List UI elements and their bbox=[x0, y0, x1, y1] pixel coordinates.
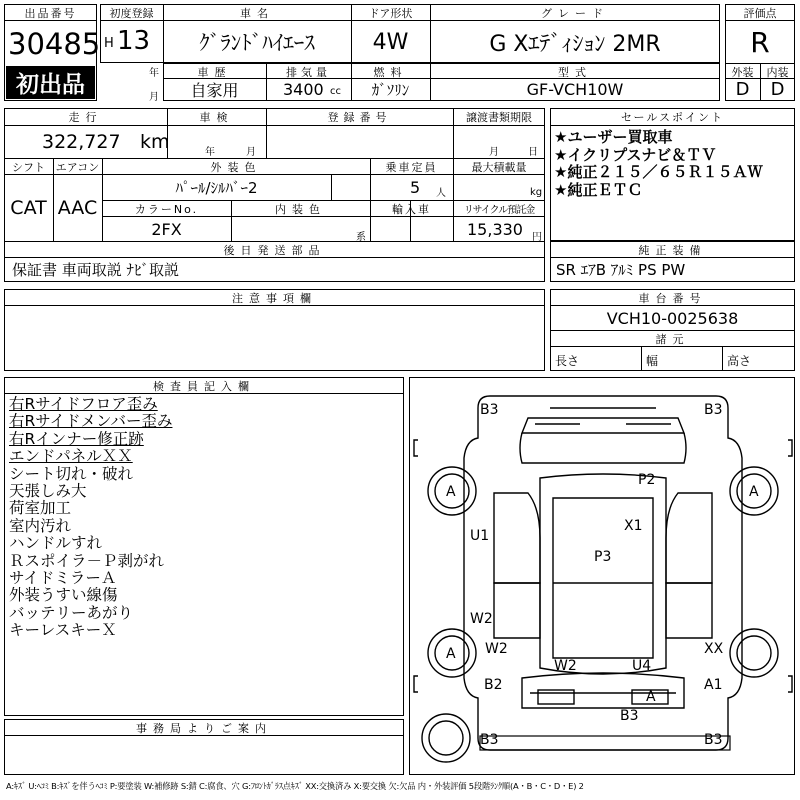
displacement-label: 排気量 bbox=[286, 66, 331, 79]
damage-mark-u1: U1 bbox=[470, 528, 490, 544]
recycle-unit: 円 bbox=[532, 232, 542, 243]
spec-height-label: 高さ bbox=[727, 354, 752, 368]
capacity: 5 bbox=[410, 178, 421, 197]
damage-mark-w2-rear: W2 bbox=[554, 658, 577, 674]
chassis-number: VCH10-0025638 bbox=[606, 308, 739, 328]
car-name: ｸﾞﾗﾝﾄﾞﾊｲｴｰｽ bbox=[199, 31, 315, 55]
car-name-label: 車名 bbox=[240, 7, 274, 20]
inspector-note-line: Ｒスポイラ－Ｐ剥がれ bbox=[9, 551, 165, 570]
sales-point-item: ★純正ＥＴＣ bbox=[554, 180, 643, 199]
mileage: 322,727 bbox=[42, 131, 121, 153]
lot-label: 出品番号 bbox=[24, 7, 77, 20]
damage-mark-w2-rear-left: W2 bbox=[485, 641, 508, 657]
spec-length-label: 長さ bbox=[555, 354, 580, 368]
model-code: GF-VCH10W bbox=[526, 80, 624, 99]
inspector-note-line: 右Rサイドフロア歪み bbox=[9, 395, 158, 413]
damage-mark-wheel-fr: A bbox=[749, 484, 759, 500]
sales-point-item: ★純正２１５／６５Ｒ１５ＡＷ bbox=[554, 163, 763, 181]
exterior-score: D bbox=[735, 79, 750, 100]
color-no-label: カラーNo. bbox=[134, 203, 199, 216]
inspector-label: 検査員記入欄 bbox=[153, 380, 255, 393]
interior-color-unit: 系 bbox=[356, 232, 366, 243]
recycle-label: リサイクル預託金 bbox=[463, 205, 535, 216]
later-parts-label: 後日発送部品 bbox=[223, 244, 326, 257]
first-reg-era: H bbox=[104, 36, 114, 51]
first-reg-year: 13 bbox=[117, 26, 151, 56]
history-label: 車歴 bbox=[197, 66, 232, 79]
damage-mark-a1: A1 bbox=[704, 677, 723, 693]
score-label: 評価点 bbox=[743, 7, 777, 20]
inspector-note-line: ハンドルすれ bbox=[9, 534, 103, 553]
damage-mark-p3: P3 bbox=[594, 549, 612, 565]
sales-points-list bbox=[554, 129, 762, 199]
inspector-notes bbox=[9, 396, 172, 640]
damage-mark-a-rear: A bbox=[646, 689, 656, 705]
first-reg-month-unit: 月 bbox=[149, 92, 159, 103]
inspector-note-line: 右Rサイドメンバー歪み bbox=[9, 412, 173, 431]
damage-mark-tr: B3 bbox=[704, 402, 723, 418]
later-parts: 保証書 車両取説 ﾅﾋﾞ取説 bbox=[12, 261, 180, 279]
inspection-label: 車検 bbox=[199, 111, 234, 124]
sales-point-item: ★ユーザー買取車 bbox=[554, 128, 673, 146]
damage-diagram bbox=[409, 377, 795, 775]
import-label: 輸入車 bbox=[392, 203, 431, 216]
recycle-fee: 15,330 bbox=[467, 219, 523, 239]
exterior-score-label: 外装 bbox=[731, 66, 754, 79]
damage-mark-w2-left: W2 bbox=[470, 611, 493, 627]
equipment: SR ｴｱB ｱﾙﾐ PS PW bbox=[556, 261, 686, 279]
max-load-unit: kg bbox=[530, 187, 543, 198]
inspector-note-line: キーレスキーＸ bbox=[9, 621, 117, 640]
aircon-type: AAC bbox=[57, 197, 98, 219]
grade-label: グレード bbox=[541, 7, 609, 20]
sales-points-label: セールスポイント bbox=[620, 111, 724, 124]
fuel-type: ｶﾞｿﾘﾝ bbox=[371, 81, 410, 99]
shift-label: シフト bbox=[12, 161, 45, 174]
inspector-note-line: 外装うすい線傷 bbox=[9, 586, 118, 605]
first-reg-label: 初度登録 bbox=[109, 7, 154, 20]
door-label: ドア形状 bbox=[368, 7, 413, 20]
damage-mark-b2: B2 bbox=[484, 677, 503, 693]
first-listing-badge: 初出品 bbox=[6, 66, 95, 99]
inspection-year-unit: 年 bbox=[205, 147, 215, 158]
overall-score: R bbox=[750, 25, 770, 59]
mileage-label: 走行 bbox=[68, 111, 103, 124]
specs-label: 諸元 bbox=[655, 333, 690, 346]
inspector-note-line: サイドミラーＡ bbox=[9, 569, 117, 588]
first-reg-year-unit: 年 bbox=[149, 68, 159, 79]
displacement-unit: cc bbox=[330, 86, 341, 97]
car-outline bbox=[410, 378, 796, 776]
spec-width-label: 幅 bbox=[646, 354, 659, 368]
inspector-note-line: エンドパネルＸＸ bbox=[9, 447, 133, 466]
interior-score: D bbox=[770, 79, 785, 100]
inspection-month-unit: 月 bbox=[246, 147, 256, 158]
shift-type: CAT bbox=[10, 197, 47, 219]
damage-mark-wheel-rl: A bbox=[446, 646, 456, 662]
damage-mark-xx: XX bbox=[704, 641, 724, 657]
chassis-label: 車台番号 bbox=[638, 292, 707, 305]
exterior-color-label: 外装色 bbox=[210, 161, 262, 174]
transfer-month-unit: 月 bbox=[489, 147, 499, 158]
inspector-note-line: 荷室加工 bbox=[9, 499, 72, 518]
lot-number: 30485 bbox=[8, 27, 101, 61]
inspector-note-line: 右Rインナー修正跡 bbox=[9, 429, 144, 448]
inspector-note-line: シート切れ・破れ bbox=[9, 464, 134, 483]
capacity-unit: 人 bbox=[436, 188, 446, 199]
equipment-label: 純正装備 bbox=[638, 244, 707, 257]
capacity-label: 乗車定員 bbox=[385, 161, 438, 174]
inspector-note-line: 室内汚れ bbox=[9, 516, 72, 535]
max-load-label: 最大積載量 bbox=[471, 161, 527, 174]
damage-mark-p2: P2 bbox=[638, 472, 656, 488]
damage-mark-wheel-fl: A bbox=[446, 484, 456, 500]
legend: A:ｷｽﾞ U:ﾍｺﾐ B:ｷｽﾞを伴うﾍｺﾐ P:要塗装 W:補修跡 S:錆 C:腐食、穴 G:ﾌﾛﾝﾄｶﾞﾗｽ点ｷｽﾞ XX:交換済み X:要交換 欠:欠品 内・外装評価 5段階ﾗﾝｸ順(A・B・C・D・E) 2 bbox=[6, 781, 584, 791]
vehicle-history: 自家用 bbox=[190, 81, 239, 100]
color-no: 2FX bbox=[151, 219, 182, 239]
registration-label: 登録番号 bbox=[327, 111, 392, 124]
damage-mark-u4: U4 bbox=[632, 658, 652, 674]
transfer-day-unit: 日 bbox=[528, 147, 538, 158]
inspector-note-line: バッテリーあがり bbox=[9, 603, 134, 622]
interior-color-label: 内装色 bbox=[275, 203, 326, 216]
caution-label: 注意事項欄 bbox=[232, 292, 317, 305]
interior-score-label: 内装 bbox=[766, 66, 789, 79]
fuel-label: 燃料 bbox=[373, 66, 408, 79]
office-label: 事務局よりご案内 bbox=[136, 722, 272, 735]
damage-mark-b3-rear: B3 bbox=[620, 708, 639, 724]
aircon-label: エアコン bbox=[55, 161, 100, 174]
damage-mark-br: B3 bbox=[704, 732, 723, 748]
sales-point-item: ★イクリプスナビ＆ＴＶ bbox=[554, 145, 717, 164]
damage-mark-x1: X1 bbox=[624, 518, 643, 534]
transfer-deadline-label: 譲渡書類期限 bbox=[466, 111, 532, 124]
grade: G Xｴﾃﾞｨｼｮﾝ 2MR bbox=[489, 31, 661, 57]
mileage-unit: km bbox=[140, 131, 170, 153]
door-type: 4W bbox=[372, 29, 409, 55]
exterior-color: ﾊﾟｰﾙ/ｼﾙﾊﾞｰ2 bbox=[175, 179, 258, 197]
inspector-note-line: 天張しみ大 bbox=[9, 482, 87, 501]
model-code-label: 型式 bbox=[558, 66, 592, 79]
damage-mark-tl: B3 bbox=[480, 402, 499, 418]
displacement: 3400 bbox=[283, 80, 324, 99]
damage-mark-bl: B3 bbox=[480, 732, 499, 748]
